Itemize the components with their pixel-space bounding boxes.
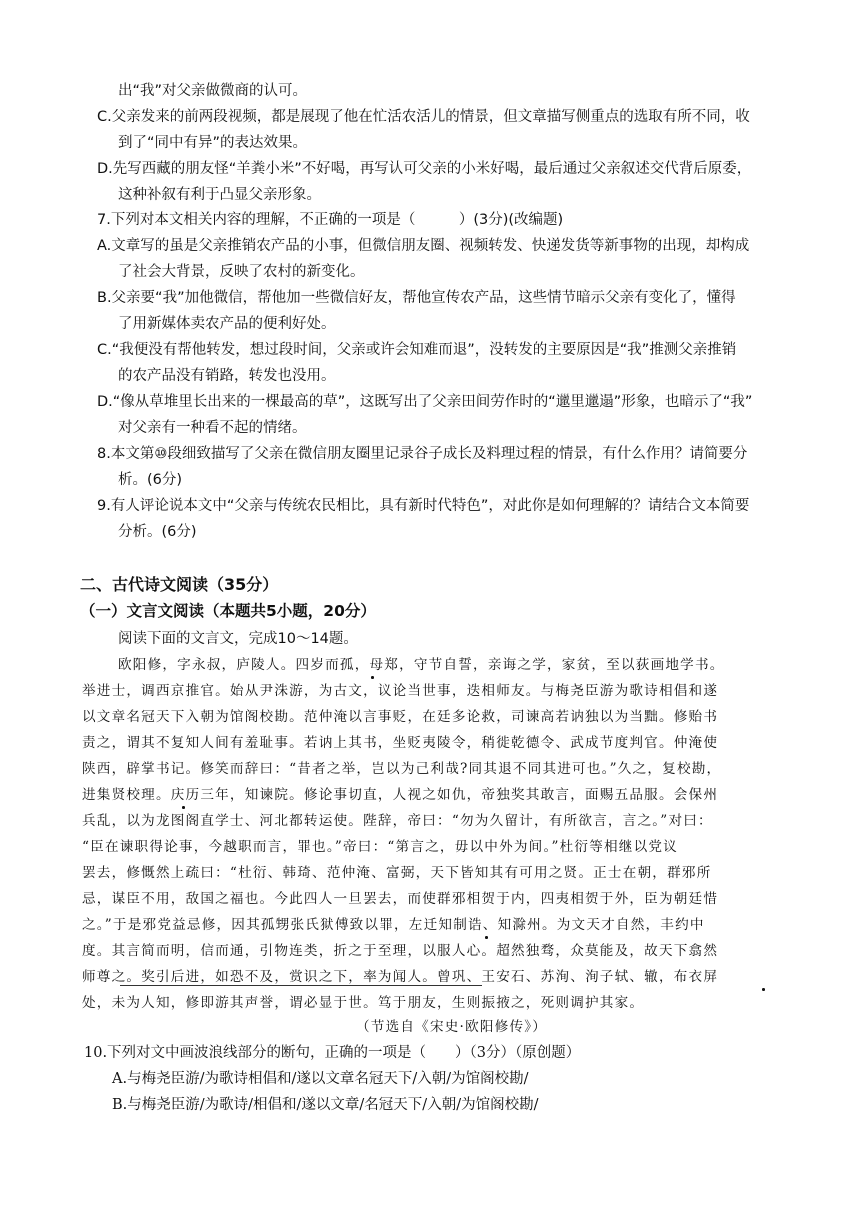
q9-stem-continuation: 分析。(6分) <box>118 524 197 540</box>
q7-option-a: A.文章写的虽是父亲推销农产品的小事，但微信朋友圈、视频转发、快递发货等新事物的出现，却构成 <box>97 238 750 254</box>
subsection-heading: （一）文言文阅读（本题共5小题，20分） <box>80 602 376 620</box>
q7-option-b: B.父亲要“我”加他微信，帮他加一些微信好友，帮他宣传农产品，这些情节暗示父亲有变化了，懂得 <box>97 290 736 306</box>
q7-option-b-continuation: 了用新媒体卖农产品的便利好处。 <box>118 316 336 332</box>
emphasis-dot <box>371 676 374 679</box>
q7-option-c-continuation: 的农产品没有销路，转发也没用。 <box>118 368 336 384</box>
passage-line: 处，未为人知，修即游其声誉，谓必显于世。笃于朋友，生则振掖之，死则调护其家。 <box>82 995 645 1011</box>
q6-option-d: D.先写西藏的朋友怪“羊粪小米”不好喝，再写认可父亲的小米好喝，最后通过父亲叙述交代背后原委， <box>97 161 752 177</box>
q6-option-b-continuation: 出“我”对父亲做微商的认可。 <box>118 83 308 99</box>
passage-line: 忌，谋臣不用，敌国之福也。今此四人一旦罢去，而使群邪相贺于内，四夷相贺于外，臣为朝廷惜 <box>82 891 719 907</box>
q10-option-a: A.与梅尧臣游/为歌诗相倡和/遂以文章名冠天下/入朝/为馆阁校勘/ <box>112 1071 529 1087</box>
passage-line: “臣在谏职得论事，今越职而言，罪也。”帝曰：“第言之，毋以中外为间。”杜衍等相继以党议 <box>82 839 678 855</box>
passage-line: 之。”于是邪党益忌修，因其孤甥张氏狱傅致以罪，左迁知制诰、知滁州。为文天才自然，丰约中 <box>82 917 705 933</box>
straight-underline <box>120 985 482 986</box>
passage-line: 举进士，调西京推官。始从尹洙游，为古文，议论当世事，迭相师友。与梅尧臣游为歌诗相倡和遂 <box>82 683 719 699</box>
q7-option-d-continuation: 对父亲有一种看不起的情绪。 <box>118 420 307 436</box>
q8-stem-continuation: 析。(6分) <box>118 472 183 488</box>
q6-option-d-continuation: 这种补叙有利于凸显父亲形象。 <box>118 187 321 203</box>
wavy-underline <box>530 700 780 705</box>
q10-option-b: B.与梅尧臣游/为歌诗/相倡和/遂以文章/名冠天下/入朝/为馆阁校勘/ <box>112 1097 539 1113</box>
q9-stem: 9.有人评论说本文中“父亲与传统农民相比，具有新时代特色”，对此你是如何理解的？请结合文本简要 <box>97 498 750 514</box>
passage-line: 师尊之。奖引后进，如恐不及，赏识之下，率为闻人。曾巩、王安石、苏洵、洵子轼、辙，布衣屏 <box>82 969 719 985</box>
passage-line: 以文章名冠天下入朝为馆阁校勘。范仲淹以言事贬，在廷多论救，司谏高若讷独以为当黜。修贻书 <box>82 709 719 725</box>
q6-option-c-continuation: 到了“同中有异”的表达效果。 <box>118 135 308 151</box>
passage-line: 度。其言简而明，信而通，引物连类，折之于至理，以服人心。超然独骛，众莫能及，故天下翕然 <box>82 943 719 959</box>
q7-stem: 7.下列对本文相关内容的理解，不正确的一项是（ ）(3分)(改编题) <box>97 212 564 228</box>
section-heading: 二、古代诗文阅读（35分） <box>80 575 279 594</box>
passage-line: 欧阳修，字永叔，庐陵人。四岁而孤，母郑，守节自誓，亲诲之学，家贫，至以荻画地学书。 <box>118 657 725 673</box>
passage-source: （节选自《宋史·欧阳修传》） <box>356 1019 548 1035</box>
emphasis-dot <box>485 936 488 939</box>
emphasis-dot <box>182 806 185 809</box>
q7-option-a-continuation: 了社会大背景，反映了农村的新变化。 <box>118 264 365 280</box>
passage-instruction: 阅读下面的文言文，完成10～14题。 <box>118 631 358 647</box>
q8-stem: 8.本文第⑩段细致描写了父亲在微信朋友圈里记录谷子成长及料理过程的情景，有什么作用？请简要分 <box>97 446 748 462</box>
q7-option-d: D.“像从草堆里长出来的一棵最高的草”，这既写出了父亲田间劳作时的“邋里邋遢”形象，也暗示了“我” <box>97 394 753 410</box>
passage-line: 陕西，辟掌书记。修笑而辞曰：“昔者之举，岂以为己利哉?同其退不同其进可也。”久之，复校勘， <box>82 761 722 777</box>
q10-stem: 10.下列对文中画波浪线部分的断句，正确的一项是（ ）（3分）（原创题） <box>84 1045 581 1061</box>
passage-line: 进集贤校理。庆历三年，知谏院。修论事切直，人视之如仇，帝独奖其敢言，面赐五品服。会保州 <box>82 787 719 803</box>
q6-option-c: C.父亲发来的前两段视频，都是展现了他在忙活农活儿的情景，但文章描写侧重点的选取有所不同，收 <box>97 109 750 125</box>
wavy-underline <box>82 726 322 731</box>
passage-line: 罢去，修慨然上疏曰：“杜衍、韩琦、范仲淹、富弼，天下皆知其有可用之贤。正士在朝，群邪所 <box>82 865 712 881</box>
passage-line: 兵乱，以为龙图阁直学士、河北都转运使。陛辞，帝曰：“勿为久留计，有所欲言，言之。”对曰： <box>82 813 713 829</box>
passage-line: 责之，谓其不复知人间有羞耻事。若讷上其书，坐贬夷陵令，稍徙乾德令、武成节度判官。仲淹使 <box>82 735 719 751</box>
q7-option-c: C.“我便没有帮他转发，想过段时间，父亲或许会知难而退”，没转发的主要原因是“我”推测父亲推销 <box>97 342 737 358</box>
emphasis-dot <box>762 988 765 991</box>
